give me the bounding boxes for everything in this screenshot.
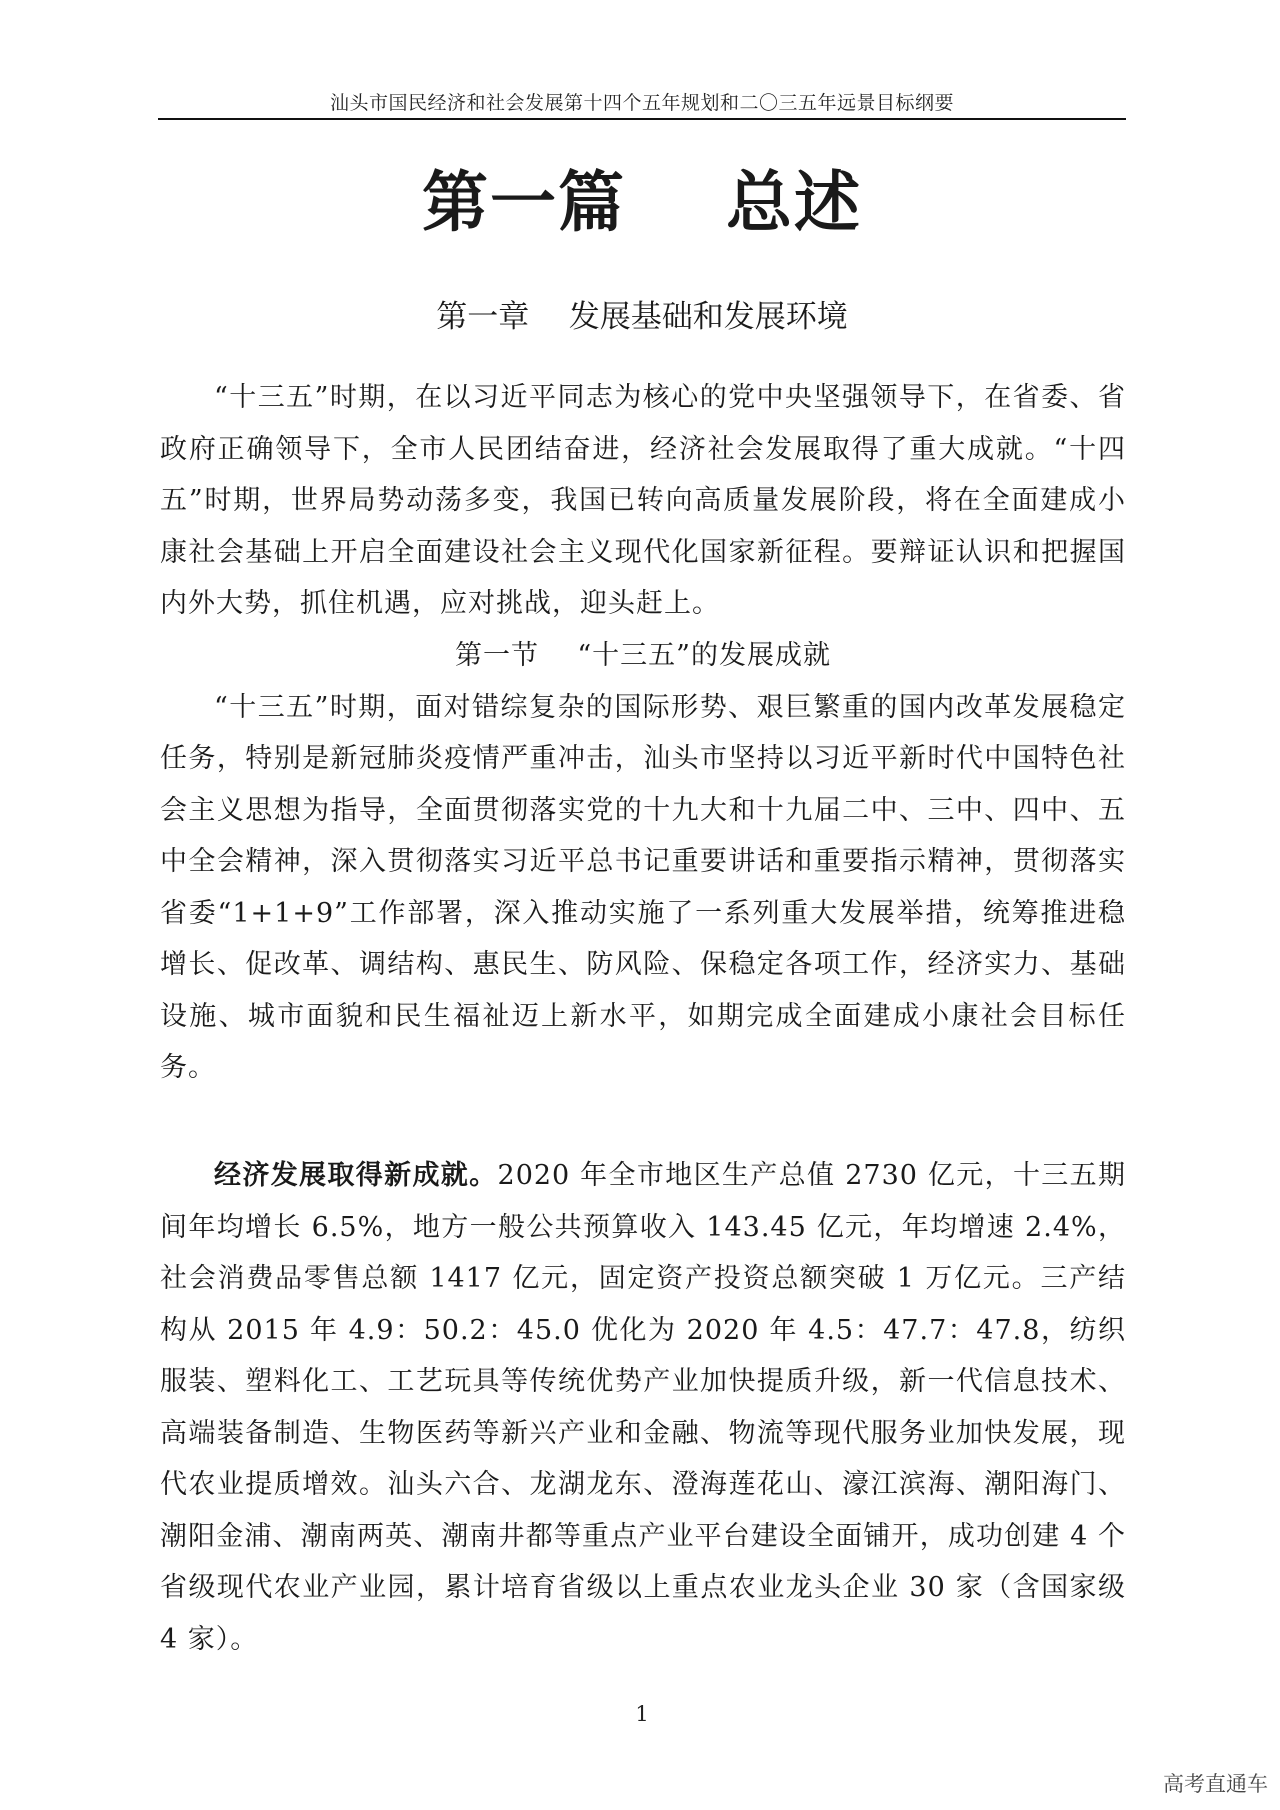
economy-lead: 经济发展取得新成就。 [214,1160,498,1191]
intro-paragraph: “十三五”时期，在以习近平同志为核心的党中央坚强领导下，在省委、省政府正确领导下，全市人民团结奋进，经济社会发展取得了重大成就。“十四五”时期，世界局势动荡多变，我国已转向高质量发展阶段，将在全面建成小康社会基础上开启全面建设社会主义现代化国家新征程。要辩证认识和把握国内外大势，抓住机遇，应对挑战，迎头赶上。 [160,382,1126,619]
part-title: 第一篇 总述 [422,164,862,241]
watermark: 高考直通车 [1163,1772,1268,1796]
intro-block [160,372,1126,630]
chapter-title: 第一章 发展基础和发展环境 [436,299,848,335]
economy-paragraph [160,1150,1126,1665]
economy-block [160,1150,1126,1665]
economy-text: 2020 年全市地区生产总值 2730 亿元，十三五期间年均增长 6.5%，地方一般公共预算收入 143.45 亿元，年均增速 2.4%，社会消费品零售总额 1417 亿元，固定资产投资总额突破 1 万亿元。三产结构从 2015 年 4.9：50.2：45.0 优化为 2020 年 4.5：47.7：47.8，纺织服装、塑料化工、工艺玩具等传统优势产业加快提质升级，新一代信息技术、高端装备制造、生物医药等新兴产业和金融、物流等现代服务业加快发展，现代农业提质增效。汕头六合、龙湖龙东、澄海莲花山、濠江滨海、潮阳海门、潮阳金浦、潮南两英、潮南井都等重点产业平台建设全面铺开，成功创建 4 个省级现代农业产业园，累计培育省级以上重点农业龙头企业 30 家（含国家级 4 家）。 [160,1160,1126,1655]
header-divider [158,118,1126,120]
running-header: 汕头市国民经济和社会发展第十四个五年规划和二〇三五年远景目标纲要 [329,92,954,114]
section-paragraph: “十三五”时期，面对错综复杂的国际形势、艰巨繁重的国内改革发展稳定任务，特别是新冠肺炎疫情严重冲击，汕头市坚持以习近平新时代中国特色社会主义思想为指导，全面贯彻落实党的十九大和十九届二中、三中、四中、五中全会精神，深入贯彻落实习近平总书记重要讲话和重要指示精神，贯彻落实省委“1+1+9”工作部署，深入推动实施了一系列重大发展举措，统筹推进稳增长、促改革、调结构、惠民生、防风险、保稳定各项工作，经济实力、基础设施、城市面貌和民生福祉迈上新水平，如期完成全面建成小康社会目标任务。 [160,691,1126,1083]
section-block [160,630,1126,1094]
section-title: 第一节 “十三五”的发展成就 [455,640,831,671]
page-number: 1 [635,1702,649,1726]
